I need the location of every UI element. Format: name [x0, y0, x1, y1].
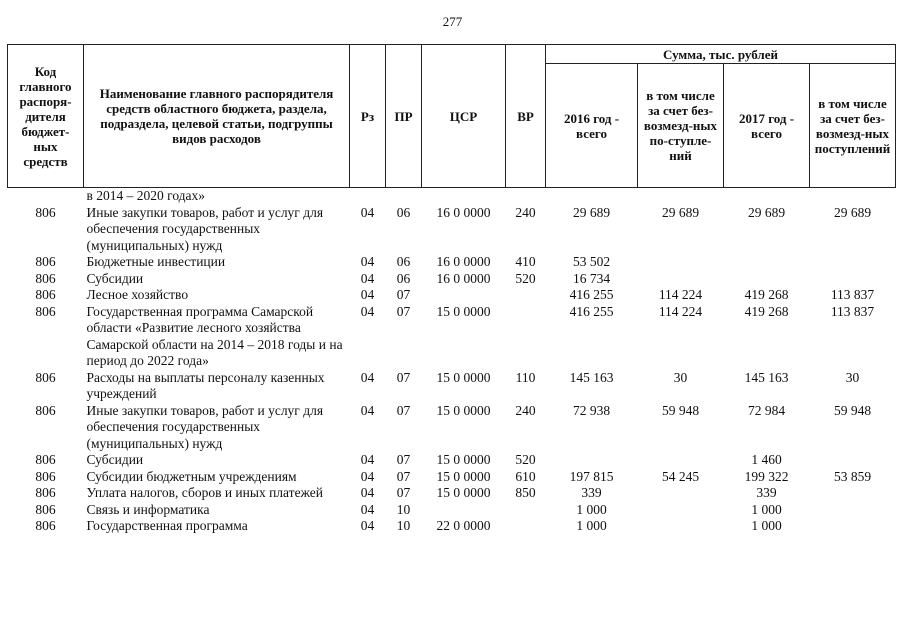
- cell-2016-free: 114 224: [658, 303, 703, 319]
- cell-rz: 04: [360, 485, 375, 500]
- cell-2017-free: 113 837: [830, 303, 875, 319]
- cell-code: 806: [35, 518, 56, 533]
- cell-2016-free: 30: [673, 369, 688, 385]
- cell-name: Государственная программа Самарской области «Развитие лесного хозяйства Самарской области на 2014 – 2018 годы и на период до 2022 года»: [86, 303, 343, 368]
- cell-2016-total: [546, 452, 638, 469]
- cell-csr: [422, 502, 506, 519]
- table-row: [8, 304, 896, 370]
- cell-2016-total: 72 938: [572, 402, 611, 418]
- cell-vr: 610: [515, 468, 536, 484]
- cell-2016-total: 53 502: [572, 254, 611, 269]
- cell-rz: 04: [360, 287, 375, 302]
- cell-name: Субсидии: [86, 452, 144, 467]
- cell-2017-free: 59 948: [833, 402, 872, 418]
- cell-pr: 06: [396, 254, 411, 269]
- cell-code: 806: [35, 287, 56, 302]
- cell-csr: 15 0 0000: [436, 485, 491, 500]
- cell-2017-total: 145 163: [744, 369, 789, 385]
- header-name: Наименование главного распорядителя средств областного бюджета, раздела, подраздела, целевой статьи, подгруппы видов расходов: [84, 45, 350, 188]
- cell-2016-total: 145 163: [569, 369, 614, 385]
- header-vr: ВР: [506, 45, 546, 188]
- cell-2016-free: [638, 502, 724, 519]
- cell-2016-total: 29 689: [572, 204, 611, 220]
- cell-vr: 520: [515, 452, 536, 467]
- cell-csr: 15 0 0000: [436, 452, 491, 467]
- header-2017-total: 2017 год - всего: [724, 64, 810, 188]
- cell-code: 806: [35, 270, 56, 286]
- cell-code: 806: [35, 204, 56, 220]
- table-row: [8, 518, 896, 535]
- cell-csr: 15 0 0000: [436, 369, 491, 385]
- cell-code: 806: [35, 501, 56, 517]
- header-2017-free: в том числе за счет без-возмезд-ных поступлений: [810, 64, 896, 188]
- cell-pr: 07: [396, 402, 411, 418]
- table-row: [8, 254, 896, 271]
- cell-vr: [506, 304, 546, 370]
- cell-2016-total: 197 815: [569, 468, 614, 484]
- cell-pr: 07: [396, 485, 411, 500]
- cell-csr: 15 0 0000: [436, 303, 491, 319]
- header-rz: Рз: [350, 45, 386, 188]
- cell-2017-free: [810, 452, 896, 469]
- cell-name: Бюджетные инвестиции: [86, 254, 226, 269]
- table-row: [8, 502, 896, 519]
- cell-vr: [506, 502, 546, 519]
- cell-2016-free: [638, 452, 724, 469]
- cell-vr: 110: [515, 369, 536, 385]
- cell-pr: 07: [396, 468, 411, 484]
- cell-rz: 04: [360, 452, 375, 467]
- cell-csr: 16 0 0000: [436, 254, 491, 269]
- budget-table: [7, 44, 896, 535]
- cell-2017-free: 53 859: [833, 468, 872, 484]
- header-pr: ПР: [386, 45, 422, 188]
- table-row: [8, 485, 896, 502]
- cell-code: 806: [35, 468, 56, 484]
- cell-name: Уплата налогов, сборов и иных платежей: [86, 485, 323, 500]
- header-code: Код главного распоря-дителя бюджет-ных средств: [8, 45, 84, 188]
- cell-2016-total: 16 734: [572, 270, 611, 286]
- cell-name: Иные закупки товаров, работ и услуг для обеспечения государственных (муниципальных) нужд: [86, 204, 324, 253]
- cell-rz: 04: [360, 303, 375, 319]
- cell-name: Субсидии бюджетным учреждениям: [86, 468, 297, 484]
- continuation-text: в 2014 – 2020 годах»: [86, 188, 206, 203]
- cell-vr: 850: [515, 485, 536, 500]
- cell-vr: 240: [515, 402, 536, 418]
- cell-2017-free: [810, 518, 896, 535]
- cell-csr: 15 0 0000: [436, 402, 491, 418]
- cell-2017-free: 30: [845, 369, 860, 385]
- cell-2017-free: [810, 254, 896, 271]
- cell-csr: 16 0 0000: [436, 204, 491, 220]
- table-row: [8, 469, 896, 486]
- cell-pr: 10: [396, 501, 411, 517]
- cell-2016-free: [638, 254, 724, 271]
- header-2016-free: в том числе за счет без-возмезд-ных по-ступле-ний: [638, 64, 724, 188]
- cell-2016-free: 54 245: [661, 468, 700, 484]
- cell-2017-total: 419 268: [744, 303, 789, 319]
- cell-code: 806: [35, 369, 56, 385]
- cell-rz: 04: [360, 518, 375, 533]
- cell-code: 806: [35, 452, 56, 467]
- cell-2017-total: 199 322: [744, 468, 789, 484]
- cell-2017-total: 29 689: [747, 204, 786, 220]
- cell-code: 806: [35, 485, 56, 500]
- cell-rz: 04: [360, 501, 375, 517]
- header-2016-total: 2016 год - всего: [546, 64, 638, 188]
- cell-2017-total: 339: [756, 485, 777, 500]
- page-number: 277: [442, 14, 463, 29]
- table-row: [8, 287, 896, 304]
- cell-2016-free: [638, 518, 724, 535]
- cell-name: Расходы на выплаты персоналу казенных учреждений: [86, 369, 325, 401]
- cell-pr: 07: [396, 452, 411, 467]
- table-row: [8, 205, 896, 255]
- cell-2016-total: 416 255: [569, 303, 614, 319]
- cell-2016-free: 59 948: [661, 402, 700, 418]
- cell-2017-free: 113 837: [830, 287, 875, 302]
- cell-rz: 04: [360, 270, 375, 286]
- header-sum-group: Сумма, тыс. рублей: [546, 45, 896, 64]
- cell-2016-free: [638, 271, 724, 288]
- table-row: [8, 271, 896, 288]
- continuation-row: [8, 188, 896, 205]
- cell-2017-total: [724, 271, 810, 288]
- cell-name: Государственная программа: [86, 518, 248, 533]
- cell-csr: 15 0 0000: [436, 468, 491, 484]
- cell-pr: 06: [396, 270, 411, 286]
- cell-vr: 410: [515, 254, 536, 269]
- table-row: [8, 403, 896, 453]
- table-row: [8, 370, 896, 403]
- cell-pr: 07: [396, 287, 411, 302]
- cell-2016-total: 416 255: [569, 287, 614, 302]
- cell-2017-free: 29 689: [833, 204, 872, 220]
- cell-pr: 10: [396, 518, 411, 533]
- cell-2016-total: 339: [581, 485, 602, 500]
- table-body: [8, 188, 896, 535]
- cell-2016-free: [638, 485, 724, 502]
- cell-vr: 520: [515, 270, 536, 286]
- cell-pr: 07: [396, 303, 411, 319]
- cell-rz: 04: [360, 402, 375, 418]
- cell-2017-total: 72 984: [747, 402, 786, 418]
- cell-code: 806: [35, 402, 56, 418]
- cell-rz: 04: [360, 204, 375, 220]
- cell-csr: 16 0 0000: [436, 270, 491, 286]
- cell-2017-total: 419 268: [744, 287, 789, 302]
- cell-2016-total: 1 000: [576, 501, 607, 517]
- cell-name: Иные закупки товаров, работ и услуг для обеспечения государственных (муниципальных) нужд: [86, 402, 324, 451]
- cell-rz: 04: [360, 369, 375, 385]
- cell-2016-free: 114 224: [658, 287, 703, 302]
- cell-2017-free: [810, 502, 896, 519]
- cell-vr: 240: [515, 204, 536, 220]
- cell-csr: 22 0 0000: [436, 518, 491, 533]
- cell-vr: [506, 518, 546, 535]
- cell-2017-free: [810, 485, 896, 502]
- cell-name: Связь и информатика: [86, 501, 210, 517]
- cell-csr: [422, 287, 506, 304]
- cell-name: Лесное хозяйство: [86, 287, 189, 302]
- cell-pr: 06: [396, 204, 411, 220]
- cell-2017-total: 1 000: [751, 501, 782, 517]
- header-csr: ЦСР: [422, 45, 506, 188]
- cell-2017-total: [724, 254, 810, 271]
- cell-2016-free: 29 689: [661, 204, 700, 220]
- cell-rz: 04: [360, 254, 375, 269]
- cell-name: Субсидии: [86, 270, 144, 286]
- cell-2017-total: 1 460: [751, 452, 782, 467]
- table-row: [8, 452, 896, 469]
- cell-code: 806: [35, 303, 56, 319]
- cell-code: 806: [35, 254, 56, 269]
- table-header: [8, 45, 896, 188]
- cell-2016-total: 1 000: [576, 518, 607, 533]
- cell-2017-total: 1 000: [751, 518, 782, 533]
- cell-2017-free: [810, 271, 896, 288]
- cell-pr: 07: [396, 369, 411, 385]
- cell-vr: [506, 287, 546, 304]
- cell-rz: 04: [360, 468, 375, 484]
